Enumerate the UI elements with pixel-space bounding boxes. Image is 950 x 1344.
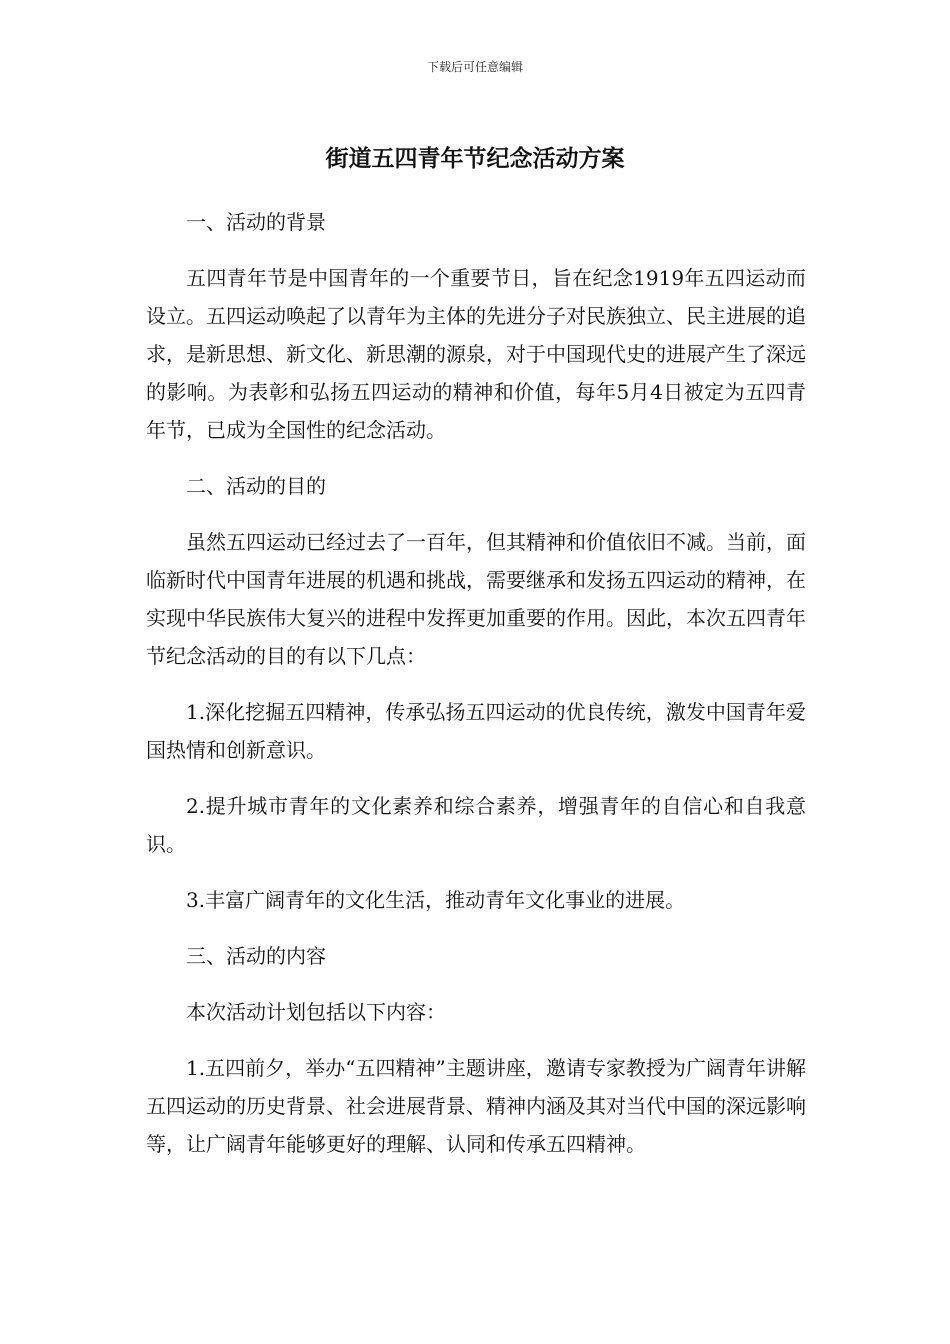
list-item-content-1: 1.五四前夕，举办“五四精神”主题讲座，邀请专家教授为广阔青年讲解五四运动的历史背景、社会进展背景、精神内涵及其对当代中国的深远影响等，让广阔青年能够更好的理解、认同和传承五四精神。 [146,1056,806,1156]
section-heading-purpose: 二、活动的目的 [186,474,326,498]
paragraph-background: 五四青年节是中国青年的一个重要节日，旨在纪念1919年五四运动而设立。五四运动唤起了以青年为主体的先进分子对民族独立、民主进展的追求，是新思想、新文化、新思潮的源泉，对于中国现代史的进展产生了深远的影响。为表彰和弘扬五四运动的精神和价值，每年5月4日被定为五四青年节，已成为全国性的纪念活动。 [146,266,806,442]
section-heading-background: 一、活动的背景 [186,210,326,234]
list-item-purpose-2: 2.提升城市青年的文化素养和综合素养，增强青年的自信心和自我意识。 [146,794,806,856]
document-body [146,203,806,1181]
document-title: 街道五四青年节纪念活动方案 [325,146,625,172]
list-item-purpose-3: 3.丰富广阔青年的文化生活，推动青年文化事业的进展。 [186,888,686,912]
section-heading-content: 三、活动的内容 [186,944,326,968]
paragraph-content-intro: 本次活动计划包括以下内容： [186,1000,446,1024]
list-item-purpose-1: 1.深化挖掘五四精神，传承弘扬五四运动的优良传统，激发中国青年爱国热情和创新意识。 [146,700,806,762]
paragraph-purpose: 虽然五四运动已经过去了一百年，但其精神和价值依旧不减。当前，面临新时代中国青年进展的机遇和挑战，需要继承和发扬五四运动的精神，在实现中华民族伟大复兴的进程中发挥更加重要的作用。因此，本次五四青年节纪念活动的目的有以下几点： [146,530,806,668]
header-note: 下载后可任意编辑 [426,60,523,74]
